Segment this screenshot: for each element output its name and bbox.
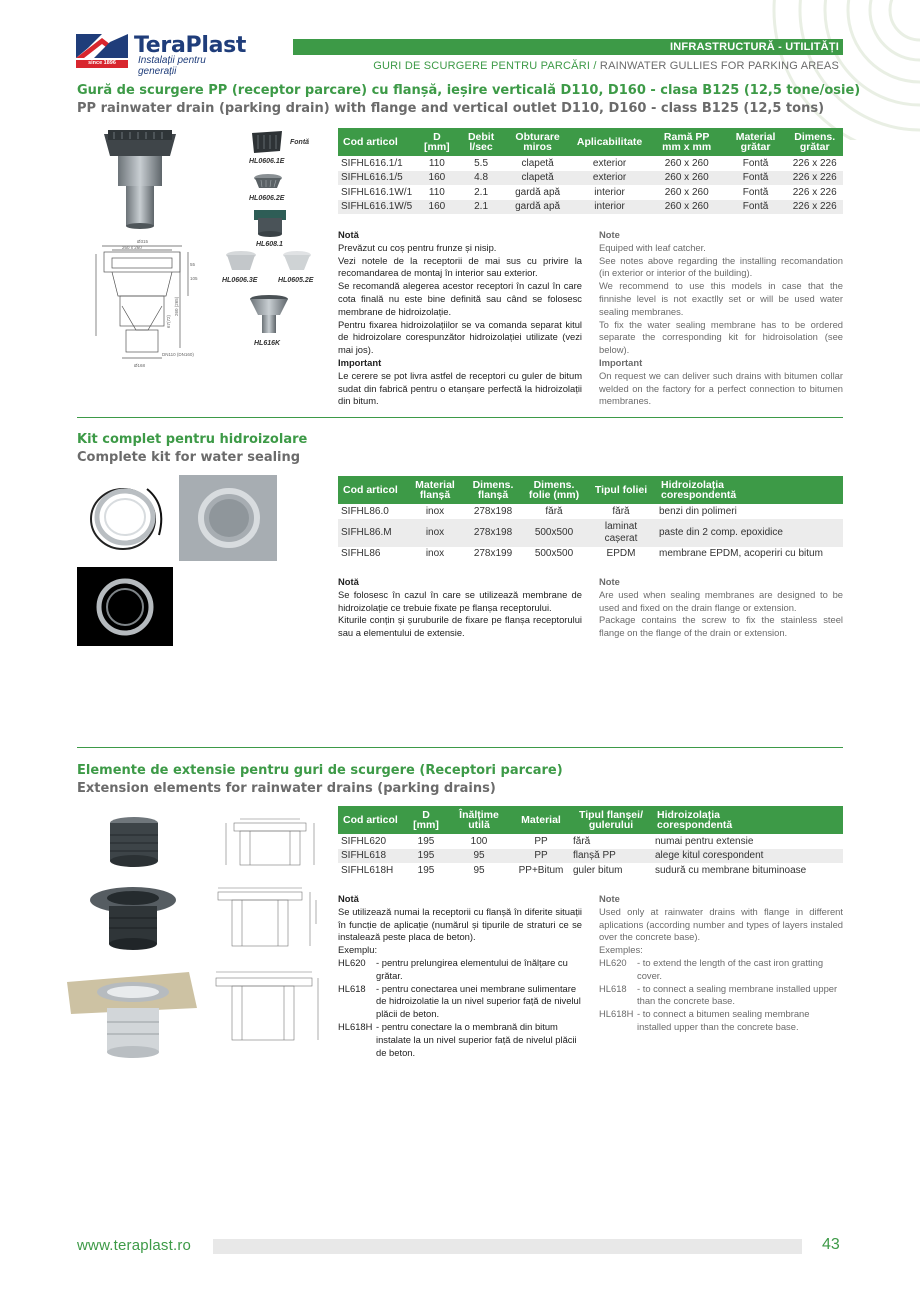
col-header: Dimens. folie (mm) bbox=[522, 476, 586, 504]
note-text: Exemplu: bbox=[338, 944, 378, 956]
cell: EPDM bbox=[606, 548, 636, 560]
section-divider bbox=[77, 747, 843, 748]
cell: clapetă bbox=[505, 171, 571, 186]
extension-hl620-photo bbox=[106, 815, 162, 870]
cell-code: SIFHL618 bbox=[338, 849, 406, 864]
col-header: Cod articol bbox=[338, 806, 406, 834]
col-header: Tipul foliei bbox=[586, 476, 656, 504]
example-item bbox=[599, 1008, 843, 1034]
example-code: HL620 bbox=[338, 956, 366, 968]
cell: Fontă bbox=[742, 186, 769, 198]
cell: guler bitum bbox=[573, 864, 623, 876]
section2-title-en: Complete kit for water sealing bbox=[77, 450, 301, 465]
col-header: Hidroizolația corespondentă bbox=[656, 476, 843, 504]
flap-valve-photo bbox=[281, 250, 313, 274]
col-header: Material bbox=[512, 806, 570, 834]
example-text: - to extend the length of the cast iron gratting cover. bbox=[637, 956, 824, 981]
section2-spec-table bbox=[338, 476, 843, 561]
part-label: HL0606.2E bbox=[249, 195, 285, 202]
part-label: HL608.1 bbox=[256, 241, 283, 248]
cell: membrane EPDM, acoperiri cu bitum bbox=[659, 548, 823, 560]
section2-note-en bbox=[599, 576, 843, 640]
example-code: HL618H bbox=[338, 1020, 373, 1032]
subcategory-separator: / bbox=[593, 60, 597, 72]
drain-technical-drawing bbox=[92, 236, 202, 371]
cell: interior bbox=[594, 186, 625, 198]
section3-note-ro bbox=[338, 893, 582, 1059]
part-label: HL0605.2E bbox=[278, 277, 314, 284]
note-heading: Note bbox=[599, 893, 620, 904]
cell: 95 bbox=[473, 864, 485, 876]
cell: interior bbox=[571, 200, 649, 215]
part-label: HL0606.3E bbox=[222, 277, 258, 284]
cell: 160 bbox=[416, 171, 457, 186]
section3-spec-table bbox=[338, 806, 843, 878]
cell: flanșă PP bbox=[570, 849, 652, 864]
dim-label: 67(72) bbox=[166, 314, 171, 328]
part-label: Fontă bbox=[290, 139, 310, 146]
cell: alege kitul corespondent bbox=[652, 849, 843, 864]
cell-code: SIFHL616.1W/1 bbox=[341, 186, 413, 198]
note-text: Are used when sealing membranes are designed to be used and fixed on the drain flange or extension. bbox=[599, 588, 843, 613]
table-row bbox=[338, 849, 843, 864]
cell-code: SIFHL618H bbox=[341, 864, 394, 876]
col-header: Dimens. flanșă bbox=[464, 476, 522, 504]
cell: 195 bbox=[406, 849, 446, 864]
table-row bbox=[338, 863, 843, 878]
cell: Fontă bbox=[725, 171, 787, 186]
example-text: - pentru prelungirea elementului de înălțare cu grătar. bbox=[376, 956, 568, 981]
note-text: Se recomandă alegerea acestor receptori în cazul în care cota finală nu este bine definită sau când se folosesc membrane de hidroizolație. bbox=[338, 280, 582, 317]
example-item bbox=[338, 983, 582, 1021]
cell: gardă apă bbox=[505, 200, 571, 215]
table-row bbox=[338, 519, 843, 547]
table-row bbox=[338, 156, 843, 171]
col-header: Material flanșă bbox=[406, 476, 464, 504]
example-item bbox=[338, 957, 582, 983]
cell-code: SIFHL86.M bbox=[338, 519, 406, 547]
category-bar: INFRASTRUCTURĂ - UTILITĂȚI bbox=[293, 39, 843, 55]
note-text: Used only at rainwater drains with flange in different aplications (according number and types of layers instaled over the concrete base). bbox=[599, 905, 843, 943]
footer-bar bbox=[213, 1239, 802, 1254]
dim-label: DN110 (DN160) bbox=[162, 352, 194, 357]
cell: 195 bbox=[417, 864, 435, 876]
section1-title-en: PP rainwater drain (parking drain) with flange and vertical outlet D110, D160 - class B125 (12,5 tons) bbox=[77, 101, 825, 116]
cell: 260 x 260 bbox=[649, 200, 725, 215]
section3-note-en bbox=[599, 893, 843, 1034]
example-item bbox=[599, 983, 843, 1009]
sealing-kit-photo-1 bbox=[77, 475, 173, 561]
cell: 226 x 226 bbox=[792, 186, 837, 198]
dim-label: 105 bbox=[190, 276, 198, 281]
brand-tagline: Instalații pentru generații bbox=[138, 55, 206, 77]
example-code: HL618H bbox=[599, 1008, 634, 1020]
note-text: Se folosesc în cazul în care se utilizează membrane de hidroizolație ce trebuie fixate pe flanșa receptorului. bbox=[338, 588, 582, 613]
col-header: Ramă PP mm x mm bbox=[649, 128, 725, 156]
extension-hl618-drawing bbox=[212, 884, 324, 952]
brand-logo bbox=[76, 33, 247, 77]
cell: 278x199 bbox=[473, 548, 513, 560]
cell: inox bbox=[425, 548, 445, 560]
example-item bbox=[338, 1021, 582, 1059]
note-text: To fix the water sealing membrane has to be ordered separate the corresponding kit for hidroisolation (see below). bbox=[599, 318, 843, 356]
example-text: - to connect a bitumen sealing membrane installed upper than the concrete base. bbox=[637, 1008, 810, 1032]
col-header: Cod articol bbox=[338, 128, 416, 156]
example-text: - to connect a sealing membrane installed upper than the concrete base. bbox=[637, 982, 838, 1007]
note-text: Package contains the screw to fix the stainless steel flange on the flange of the drain or extension. bbox=[599, 614, 843, 639]
cell: fără bbox=[573, 835, 591, 847]
col-header: Înălțime utilă bbox=[446, 806, 512, 834]
example-item bbox=[599, 957, 843, 983]
section2-title-ro: Kit complet pentru hidroizolare bbox=[77, 432, 308, 447]
cell-code: SIFHL616.1/1 bbox=[341, 157, 403, 169]
col-header: D [mm] bbox=[406, 806, 446, 834]
note-important: Important bbox=[599, 356, 643, 368]
cell: Fontă bbox=[725, 200, 787, 215]
cell-code: SIFHL86.0 bbox=[341, 505, 389, 517]
cell: 110 bbox=[428, 157, 445, 169]
cell: fără bbox=[612, 505, 630, 517]
extension-hl618h-photo bbox=[67, 968, 197, 1060]
section2-note-ro bbox=[338, 576, 582, 640]
cell: paste din 2 comp. epoxidice bbox=[656, 519, 843, 547]
note-text: Se utilizează numai la receptorii cu flanșă în diferite situații în funcție de aplicație (numărul și tipurile de straturi ce se instalează peste placa de beton). bbox=[338, 905, 582, 943]
subcategory-line bbox=[293, 60, 843, 72]
cell: inox bbox=[406, 519, 464, 547]
cell: PP bbox=[534, 835, 548, 847]
extension-hl618h-drawing bbox=[212, 968, 324, 1048]
cell: 2.1 bbox=[474, 186, 489, 198]
cell: 226 x 226 bbox=[792, 157, 837, 169]
part-label: HL0606.1E bbox=[249, 158, 285, 165]
col-header: Hidroizolația corespondentă bbox=[652, 806, 843, 834]
note-text: Prevăzut cu coș pentru frunze și nisip. bbox=[338, 241, 497, 253]
cell: sudură cu membrane bituminoase bbox=[655, 864, 807, 876]
odour-trap-photo bbox=[224, 250, 258, 274]
dim-label: 260 (265) bbox=[174, 296, 179, 316]
note-heading: Notă bbox=[338, 576, 359, 587]
cell: PP+Bitum bbox=[518, 864, 564, 876]
cell: 260 x 260 bbox=[664, 186, 709, 198]
cell: 100 bbox=[470, 835, 488, 847]
section3-title-ro: Elemente de extensie pentru guri de scurgere (Receptori parcare) bbox=[77, 763, 563, 778]
cell: 278x198 bbox=[473, 505, 513, 517]
subcategory-ro: GURI DE SCURGERE PENTRU PARCĂRI bbox=[373, 60, 591, 72]
extension-hl618-photo bbox=[88, 884, 178, 952]
cell: 160 bbox=[416, 200, 457, 215]
note-heading: Note bbox=[599, 576, 620, 587]
cell: 226 x 226 bbox=[786, 171, 843, 186]
note-text: Exemples: bbox=[599, 944, 643, 956]
cell: benzi din polimeri bbox=[659, 505, 737, 517]
section3-title-en: Extension elements for rainwater drains (parking drains) bbox=[77, 781, 496, 796]
cell: 226 x 226 bbox=[786, 200, 843, 215]
example-text: - pentru conectare la o membrană din bitum instalate la un nivel superior față de nivelul plăcii de beton. bbox=[376, 1020, 577, 1058]
cell: 500x500 bbox=[522, 519, 586, 547]
cell: 110 bbox=[428, 186, 445, 198]
cell: 260 x 260 bbox=[649, 171, 725, 186]
cell: fără bbox=[545, 505, 563, 517]
section-divider bbox=[77, 417, 843, 418]
col-header: Obturare miros bbox=[505, 128, 571, 156]
cell: 5.5 bbox=[474, 157, 489, 169]
cell: gardă apă bbox=[515, 186, 561, 198]
section1-title-ro: Gură de scurgere PP (receptor parcare) cu flanșă, ieșire verticală D110, D160 - clasa B125 (12,5 tone/osie) bbox=[77, 83, 861, 98]
col-header: Cod articol bbox=[338, 476, 406, 504]
dim-label: 260 x 260 bbox=[122, 245, 142, 250]
col-header: D [mm] bbox=[416, 128, 457, 156]
sealing-kit-photo-2 bbox=[179, 475, 277, 561]
note-text: Vezi notele de la receptorii de mai sus cu privire la recomandarea de montaj în interior sau exterior. bbox=[338, 254, 582, 279]
cell-code: SIFHL616.1/5 bbox=[338, 171, 416, 186]
col-header: Debit l/sec bbox=[457, 128, 504, 156]
note-text: We recommend to use this models in case that the finnishe level is not exactlly set or will be used water sealing membranes. bbox=[599, 280, 843, 317]
table-row bbox=[338, 547, 843, 562]
table-row bbox=[338, 185, 843, 200]
example-text: - pentru conectarea unei membrane sulimentare de hidroizolatie la un nivel superior față de nivelul plăcii de beton. bbox=[376, 982, 581, 1020]
table-row bbox=[338, 171, 843, 186]
example-code: HL618 bbox=[599, 982, 627, 994]
table-header-row bbox=[338, 806, 843, 834]
cell: exterior bbox=[592, 157, 627, 169]
col-header: Material grătar bbox=[725, 128, 787, 156]
extension-hl620-drawing bbox=[220, 815, 320, 873]
table-row bbox=[338, 504, 843, 519]
table-header-row bbox=[338, 128, 843, 156]
cast-iron-grate-photo bbox=[250, 129, 284, 155]
frame-insert-photo bbox=[252, 208, 288, 238]
note-text: Equiped with leaf catcher. bbox=[599, 241, 706, 253]
cell: 195 bbox=[417, 835, 435, 847]
footer-website-link[interactable]: www.teraplast.ro bbox=[77, 1237, 192, 1254]
dim-label: 55 bbox=[190, 262, 196, 267]
note-text: See notes above regarding the installing recomandation (in exterior or interior of the building). bbox=[599, 254, 843, 279]
cell: exterior bbox=[571, 171, 649, 186]
col-header: Aplicabilitate bbox=[571, 128, 649, 156]
strainer-basket-photo bbox=[252, 172, 284, 192]
drain-product-photo bbox=[100, 128, 180, 230]
note-text: On request we can deliver such drains with bitumen collar welded on the factory for a perfect connection to bitumen membranes. bbox=[599, 369, 843, 407]
cell: laminat cașerat bbox=[586, 519, 656, 547]
cell: 500x500 bbox=[534, 548, 574, 560]
dim-label: Ø168 bbox=[134, 363, 146, 368]
cell-code: SIFHL616.1W/5 bbox=[338, 200, 416, 215]
cell: inox bbox=[425, 505, 445, 517]
table-header-row bbox=[338, 476, 843, 504]
section1-note-ro bbox=[338, 229, 582, 408]
part-label: HL616K bbox=[254, 340, 281, 347]
note-heading: Note bbox=[599, 229, 620, 240]
col-header: Dimens. grătar bbox=[786, 128, 843, 156]
cell: 95 bbox=[446, 849, 512, 864]
cell-code: SIFHL620 bbox=[341, 835, 387, 847]
note-text: Kiturile conțin și șuruburile de fixare pe flanșa receptorului sau a elementului de extensie. bbox=[338, 614, 582, 639]
cell: numai pentru extensie bbox=[655, 835, 754, 847]
example-code: HL620 bbox=[599, 956, 627, 968]
cell-code: SIFHL86 bbox=[341, 548, 381, 560]
table-row bbox=[338, 200, 843, 215]
cell: 278x198 bbox=[464, 519, 522, 547]
cell: 2.1 bbox=[457, 200, 504, 215]
brand-name: TeraPlast bbox=[134, 33, 247, 58]
table-row bbox=[338, 834, 843, 849]
note-text: Pentru fixarea hidroizolațiilor se va comanda separat kitul de hidroizolare corespunzător hidroizolației utilizate (vezi mai jos). bbox=[338, 318, 582, 356]
cell: PP bbox=[512, 849, 570, 864]
note-heading: Notă bbox=[338, 229, 359, 240]
cell: clapetă bbox=[521, 157, 554, 169]
drain-body-photo bbox=[248, 293, 290, 337]
subcategory-en: RAINWATER GULLIES FOR PARKING AREAS bbox=[599, 60, 839, 72]
dim-label: Ø315 bbox=[137, 239, 149, 244]
note-heading: Notă bbox=[338, 893, 359, 904]
cell: 260 x 260 bbox=[664, 157, 709, 169]
cell: Fontă bbox=[742, 157, 769, 169]
section1-spec-table bbox=[338, 128, 843, 214]
page-number: 43 bbox=[822, 1236, 840, 1253]
section1-note-en bbox=[599, 229, 843, 408]
note-important: Important bbox=[338, 356, 382, 368]
cell: 4.8 bbox=[457, 171, 504, 186]
col-header: Tipul flanșei/ gulerului bbox=[570, 806, 652, 834]
sealing-kit-photo-3 bbox=[77, 567, 173, 646]
example-code: HL618 bbox=[338, 982, 366, 994]
note-text: Le cerere se pot livra astfel de receptori cu guler de bitum sudat din fabrică pentru o etanșare perfectă la hidroizolații din bitum. bbox=[338, 369, 582, 407]
brand-since: since 1896 bbox=[88, 60, 116, 66]
